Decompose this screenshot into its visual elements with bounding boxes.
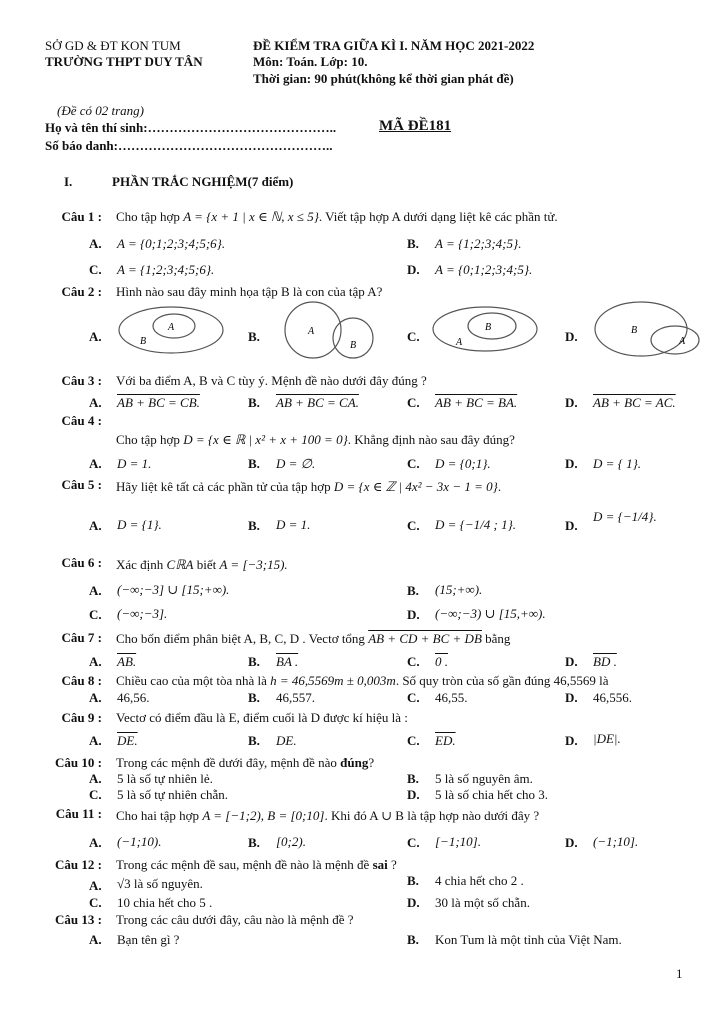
option-letter: D.: [407, 262, 420, 277]
option-letter: A.: [89, 835, 102, 850]
option-d: BD .: [593, 654, 617, 669]
option-c: A = {1;2;3;4;5;6}.: [117, 262, 215, 277]
exam-title: ĐỀ KIỂM TRA GIỮA KÌ I. NĂM HỌC 2021-2022: [253, 38, 535, 53]
option-a: D = {1}.: [117, 517, 162, 532]
option-letter: B.: [407, 771, 419, 786]
section-title: PHẦN TRẮC NGHIỆM(7 điểm): [112, 174, 294, 189]
question-label: Câu 5 :: [61, 477, 102, 492]
page-number: 1: [676, 966, 683, 981]
option-b: [0;2).: [276, 834, 306, 849]
option-b: 5 là số nguyên âm.: [435, 771, 533, 786]
option-letter: B.: [407, 583, 419, 598]
option-a: D = 1.: [117, 456, 152, 471]
option-letter: D.: [565, 329, 578, 344]
question-label: Câu 10 :: [55, 755, 102, 770]
option-c: AB + BC = BA.: [435, 395, 518, 410]
option-a: A = {0;1;2;3;4;5;6}.: [117, 236, 226, 251]
option-a: (−1;10).: [117, 834, 162, 849]
option-letter: C.: [407, 690, 420, 705]
option-d: A = {0;1;2;3;4;5}.: [435, 262, 533, 277]
option-letter: C.: [407, 518, 420, 533]
option-a: 46,56.: [117, 690, 150, 705]
option-c: 46,55.: [435, 690, 468, 705]
option-c: 10 chia hết cho 5 .: [117, 895, 213, 910]
option-letter: B.: [248, 395, 260, 410]
option-c: (−∞;−3].: [117, 606, 168, 621]
venn-label: A: [308, 326, 315, 337]
option-d: (−∞;−3) ∪ [15,+∞).: [435, 606, 546, 621]
exam-subject: Môn: Toán. Lớp: 10.: [253, 54, 368, 69]
option-a: Bạn tên gì ?: [117, 932, 180, 947]
option-a: DE.: [117, 733, 138, 748]
option-b: 4 chia hết cho 2 .: [435, 873, 524, 888]
option-letter: C.: [407, 329, 420, 344]
venn-diagram-a: [116, 304, 226, 356]
option-letter: D.: [407, 895, 420, 910]
option-letter: B.: [407, 932, 419, 947]
option-b: A = {1;2;3;4;5}.: [435, 236, 522, 251]
option-letter: A.: [89, 932, 102, 947]
option-a: AB.: [117, 654, 137, 669]
option-letter: B.: [248, 835, 260, 850]
question-text: Cho tập hợp A = {x + 1 | x ∈ ℕ, x ≤ 5}. Viết tập hợp A dưới dạng liệt kê các phần tử.: [116, 209, 558, 224]
option-b: (15;+∞).: [435, 582, 483, 597]
question-label: Câu 13 :: [55, 912, 102, 927]
venn-set-inner: [468, 313, 516, 339]
venn-set-right: [333, 318, 373, 358]
venn-diagram-b: [276, 300, 381, 360]
pages-note: (Đề có 02 trang): [57, 103, 145, 118]
question-label: Câu 11 :: [55, 806, 102, 821]
option-letter: A.: [89, 878, 102, 893]
option-d: D = { 1}.: [593, 456, 642, 471]
option-letter: A.: [89, 654, 102, 669]
option-d: D = {−1/4}.: [593, 509, 657, 524]
question-label: Câu 6 :: [61, 555, 102, 570]
option-letter: A.: [89, 690, 102, 705]
option-d: AB + BC = AC.: [593, 395, 676, 410]
question-text: Xác định CℝA biết A = [−3;15).: [116, 557, 288, 572]
option-letter: B.: [248, 733, 260, 748]
venn-label: B: [485, 322, 492, 333]
question-text: Vectơ có điểm đầu là E, điểm cuối là D được kí hiệu là :: [116, 710, 408, 725]
section-number: I.: [64, 174, 73, 189]
option-letter: B.: [248, 518, 260, 533]
option-letter: C.: [407, 835, 420, 850]
question-text: Với ba điểm A, B và C tùy ý. Mệnh đề nào dưới đây đúng ?: [116, 373, 427, 388]
option-letter: D.: [565, 395, 578, 410]
venn-set-big: [595, 302, 687, 356]
option-a: AB + BC = CB.: [117, 395, 200, 410]
exam-time: Thời gian: 90 phút(không kể thời gian phát đề): [253, 71, 514, 86]
option-letter: B.: [248, 654, 260, 669]
option-d: |DE|.: [593, 731, 621, 746]
exam-code: MÃ ĐỀ181: [379, 118, 452, 134]
venn-diagram-d: [593, 300, 705, 358]
option-c: D = {−1/4 ; 1}.: [435, 517, 517, 532]
question-label: Câu 12 :: [55, 857, 102, 872]
option-letter: B.: [248, 329, 260, 344]
venn-diagram-c: [430, 304, 540, 354]
option-letter: A.: [89, 733, 102, 748]
option-d: 30 là một số chẵn.: [435, 895, 530, 910]
option-c: 5 là số tự nhiên chẵn.: [117, 787, 229, 802]
question-label: Câu 1 :: [61, 209, 102, 224]
question-text: Trong các câu dưới đây, câu nào là mệnh đề ?: [116, 912, 354, 927]
venn-label: B: [350, 340, 357, 351]
option-letter: A.: [89, 395, 102, 410]
option-letter: C.: [407, 395, 420, 410]
option-letter: C.: [89, 895, 102, 910]
option-c: D = {0;1}.: [435, 456, 491, 471]
student-id-line: Số báo danh:…………………………………………..: [45, 138, 333, 153]
question-text: Cho bốn điểm phân biệt A, B, C, D . Vectơ tổng AB + CD + BC + DB bằng: [116, 631, 511, 646]
option-b: Kon Tum là một tỉnh của Việt Nam.: [435, 932, 622, 947]
venn-label: B: [140, 336, 147, 347]
question-text: Chiều cao của một tòa nhà là h = 46,5569m ± 0,003m. Số quy tròn của số gần đúng 46,5569 là: [116, 673, 609, 688]
option-b: AB + BC = CA.: [276, 395, 359, 410]
question-text: Trong các mệnh đề dưới đây, mệnh đề nào đúng?: [116, 755, 375, 770]
option-a: 5 là số tự nhiên lẻ.: [117, 771, 213, 786]
option-c: ED.: [435, 733, 456, 748]
question-label: Câu 8 :: [61, 673, 102, 688]
option-b: D = 1.: [276, 517, 311, 532]
option-letter: B.: [407, 873, 419, 888]
venn-label: A: [456, 337, 463, 348]
option-letter: C.: [407, 456, 420, 471]
school-dept: SỞ GD & ĐT KON TUM: [45, 38, 181, 53]
option-b: 46,557.: [276, 690, 315, 705]
question-label: Câu 7 :: [61, 630, 102, 645]
option-letter: D.: [565, 690, 578, 705]
option-letter: D.: [565, 456, 578, 471]
option-letter: C.: [89, 607, 102, 622]
option-b: BA .: [276, 654, 299, 669]
question-label: Câu 2 :: [61, 284, 102, 299]
option-letter: A.: [89, 456, 102, 471]
option-d: (−1;10].: [593, 834, 639, 849]
option-a: (−∞;−3] ∪ [15;+∞).: [117, 582, 230, 597]
option-a: √3 là số nguyên.: [117, 876, 203, 891]
option-letter: B.: [248, 690, 260, 705]
question-text: Cho hai tập hợp A = [−1;2), B = [0;10]. Khi đó A ∪ B là tập hợp nào dưới đây ?: [116, 808, 540, 823]
option-letter: D.: [407, 787, 420, 802]
option-letter: C.: [407, 733, 420, 748]
option-letter: A.: [89, 329, 102, 344]
school-name: TRƯỜNG THPT DUY TÂN: [45, 54, 203, 69]
option-d: 46,556.: [593, 690, 632, 705]
option-letter: B.: [407, 236, 419, 251]
option-letter: A.: [89, 771, 102, 786]
option-letter: A.: [89, 518, 102, 533]
option-letter: C.: [89, 262, 102, 277]
option-d: 5 là số chia hết cho 3.: [435, 787, 548, 802]
option-letter: A.: [89, 583, 102, 598]
option-b: DE.: [276, 733, 297, 748]
question-label: Câu 9 :: [61, 710, 102, 725]
venn-label: A: [168, 322, 175, 333]
option-letter: D.: [565, 835, 578, 850]
venn-set-small: [651, 326, 699, 354]
option-letter: B.: [248, 456, 260, 471]
option-c: [−1;10].: [435, 834, 481, 849]
question-text: Hãy liệt kê tất cả các phần tử của tập hợp D = {x ∈ ℤ | 4x² − 3x − 1 = 0}.: [116, 479, 502, 494]
option-letter: D.: [565, 654, 578, 669]
option-letter: C.: [89, 787, 102, 802]
option-c: 0 .: [435, 654, 448, 669]
option-letter: C.: [407, 654, 420, 669]
question-text: Hình nào sau đây minh họa tập B là con của tập A?: [116, 284, 383, 299]
question-text: Trong các mệnh đề sau, mệnh đề nào là mệnh đề sai ?: [116, 857, 397, 872]
option-letter: D.: [565, 518, 578, 533]
question-label: Câu 4 :: [61, 413, 102, 428]
option-letter: A.: [89, 236, 102, 251]
option-letter: D.: [407, 607, 420, 622]
student-name-line: Họ và tên thí sinh:……………………………………..: [45, 120, 337, 135]
option-letter: D.: [565, 733, 578, 748]
venn-label: A: [679, 336, 686, 347]
question-text: Cho tập hợp D = {x ∈ ℝ | x² + x + 100 = 0}. Khẳng định nào sau đây đúng?: [116, 432, 515, 447]
option-b: D = ∅.: [276, 456, 316, 471]
venn-label: B: [631, 325, 638, 336]
question-label: Câu 3 :: [61, 373, 102, 388]
